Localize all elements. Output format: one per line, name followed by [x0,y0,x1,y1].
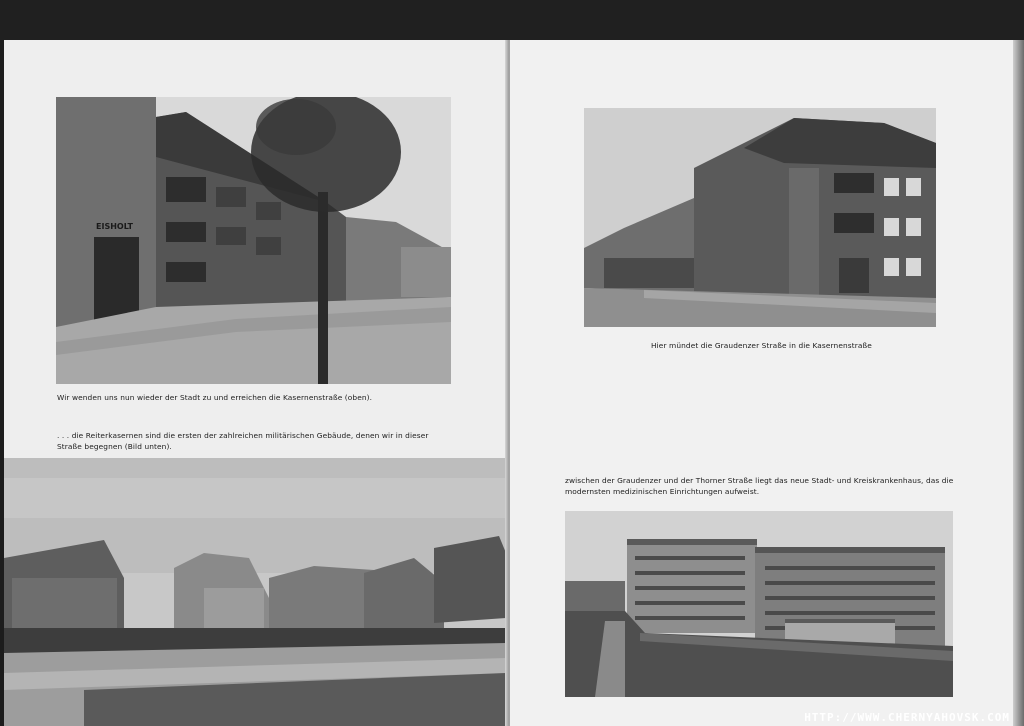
caption-kasernenstrasse: Wir wenden uns nun wieder der Stadt zu und erreichen die Kasernenstraße (oben). [57,393,373,402]
caption-reiterkasernen: . . . die Reiterkasernen sind die ersten der zahlreichen militärischen Gebäude, denen wir in dieser Straße begegnen (Bild unten). [57,431,429,451]
photo-kasernenstrasse [56,97,451,384]
background-band [0,0,1024,40]
photo-reiterkasernen [4,458,506,726]
tower-sign: EISHOLT [96,222,133,231]
caption-krankenhaus: zwischen der Graudenzer und der Thorner Straße liegt das neue Stadt- und Kreiskrankenhaus, das die modernsten medizinischen Einrichtungen aufweist. [565,476,954,496]
photo-graudenzer-strasse [584,108,936,327]
book-edge [1013,40,1024,726]
caption-graudenzer-strasse: Hier mündet die Graudenzer Straße in die Kasernenstraße [651,341,872,350]
watermark: HTTP://WWW.CHERNYAHOVSK.COM [804,711,1010,724]
photo-krankenhaus [565,511,953,697]
